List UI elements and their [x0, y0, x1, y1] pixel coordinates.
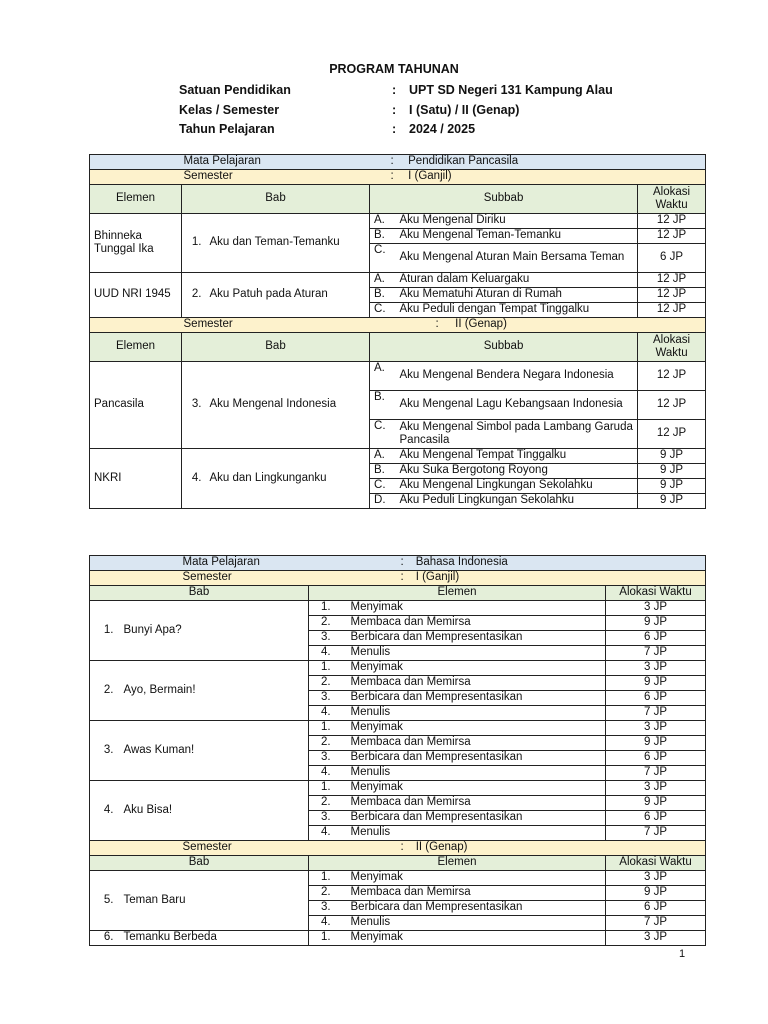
bab-number: 6. — [90, 931, 120, 946]
alokasi-cell: 3 JP — [606, 871, 706, 886]
meta-colon: : — [392, 102, 397, 117]
alokasi-cell: 9 JP — [606, 736, 706, 751]
elemen-text: Menulis — [347, 916, 606, 931]
alokasi-cell: 9 JP — [606, 676, 706, 691]
elemen-text: Berbicara dan Mempresentasikan — [347, 811, 606, 826]
semester-row — [90, 571, 706, 586]
subbab-text: Aku Mengenal Teman-Temanku — [396, 229, 638, 244]
band-label: Semester — [120, 571, 309, 586]
subbab-text: Aku Mengenal Lingkungan Sekolahku — [396, 479, 638, 494]
bahasa-indonesia-table — [89, 555, 706, 946]
elemen-number: 3. — [309, 751, 347, 766]
subbab-text: Aku Mematuhi Aturan di Rumah — [396, 288, 638, 303]
bab-title: Teman Baru — [120, 871, 309, 931]
bab-number: 5. — [90, 871, 120, 931]
alokasi-cell: 6 JP — [606, 631, 706, 646]
bab-title: Bunyi Apa? — [120, 601, 309, 661]
header-bab: Bab — [90, 856, 309, 871]
semester-label: Semester — [182, 170, 370, 185]
bahasa-indonesia-table-body — [90, 556, 706, 946]
header-bab: Bab — [182, 333, 370, 362]
meta-label: Satuan Pendidikan — [179, 83, 291, 97]
blank-cell — [90, 571, 120, 586]
subbab-letter: C. — [370, 420, 396, 449]
header-row — [90, 856, 706, 871]
bab-number: 3. — [90, 721, 120, 781]
alokasi-cell: 9 JP — [638, 494, 706, 509]
meta-value: I (Satu) / II (Genap) — [409, 102, 520, 117]
elemen-number: 3. — [309, 691, 347, 706]
table-row — [90, 931, 706, 946]
semester-colon: : — [435, 318, 439, 331]
alokasi-cell: 12 JP — [638, 303, 706, 318]
subbab-letter: A. — [370, 273, 396, 288]
pancasila-table — [89, 154, 706, 509]
elemen-number: 2. — [309, 886, 347, 901]
alokasi-cell: 3 JP — [606, 781, 706, 796]
bab-number: 2. — [182, 273, 206, 318]
header-elemen: Elemen — [309, 856, 606, 871]
table-row — [90, 273, 706, 288]
elemen-text: Berbicara dan Mempresentasikan — [347, 691, 606, 706]
header-elemen: Elemen — [90, 333, 182, 362]
elemen-text: Berbicara dan Mempresentasikan — [347, 901, 606, 916]
elemen-text: Menyimak — [347, 781, 606, 796]
elemen-number: 4. — [309, 706, 347, 721]
subject-label: Mata Pelajaran — [182, 155, 370, 170]
alokasi-cell: 12 JP — [638, 362, 706, 391]
bab-title: Ayo, Bermain! — [120, 661, 309, 721]
elemen-number: 1. — [309, 781, 347, 796]
alokasi-cell: 9 JP — [606, 616, 706, 631]
alokasi-cell: 6 JP — [606, 691, 706, 706]
table-row — [90, 214, 706, 229]
subbab-text: Aturan dalam Keluargaku — [396, 273, 638, 288]
table-row — [90, 362, 706, 391]
subbab-letter: A. — [370, 449, 396, 464]
subbab-letter: C. — [370, 303, 396, 318]
bab-title: Aku dan Lingkunganku — [206, 449, 370, 509]
elemen-text: Menyimak — [347, 601, 606, 616]
elemen-number: 2. — [309, 616, 347, 631]
table-row — [90, 601, 706, 616]
band-value: Bahasa Indonesia — [415, 556, 508, 569]
semester-colon: : — [390, 170, 394, 183]
alokasi-cell: 6 JP — [638, 244, 706, 273]
alokasi-cell: 9 JP — [606, 886, 706, 901]
semester-value: II (Genap) — [455, 318, 507, 331]
semester-row — [90, 841, 706, 856]
alokasi-cell: 12 JP — [638, 273, 706, 288]
semester-row — [90, 170, 706, 185]
elemen-text: Menulis — [347, 706, 606, 721]
semester-value-cell — [370, 170, 706, 185]
alokasi-cell: 9 JP — [638, 479, 706, 494]
bab-title: Awas Kuman! — [120, 721, 309, 781]
subbab-text: Aku Mengenal Aturan Main Bersama Teman — [396, 244, 638, 273]
document-meta — [179, 81, 613, 140]
subbab-letter: A. — [370, 214, 396, 229]
subbab-text: Aku Suka Bergotong Royong — [396, 464, 638, 479]
band-colon: : — [400, 841, 404, 854]
bab-number: 1. — [182, 214, 206, 273]
header-subbab: Subbab — [370, 333, 638, 362]
blank-cell — [90, 318, 182, 333]
subbab-letter: B. — [370, 464, 396, 479]
subject-row — [90, 155, 706, 170]
blank-cell — [90, 155, 182, 170]
band-label: Semester — [120, 841, 309, 856]
elemen-text: Menyimak — [347, 931, 606, 946]
subbab-letter: B. — [370, 229, 396, 244]
meta-colon: : — [392, 122, 397, 136]
elemen-text: Menulis — [347, 766, 606, 781]
subbab-letter: B. — [370, 391, 396, 420]
elemen-number: 4. — [309, 916, 347, 931]
subbab-letter: D. — [370, 494, 396, 509]
elemen-text: Membaca dan Memirsa — [347, 676, 606, 691]
elemen-number: 1. — [309, 931, 347, 946]
semester-row — [90, 318, 706, 333]
table-row — [90, 871, 706, 886]
alokasi-cell: 3 JP — [606, 601, 706, 616]
subbab-letter: C. — [370, 244, 396, 273]
alokasi-cell: 12 JP — [638, 229, 706, 244]
alokasi-cell: 3 JP — [606, 721, 706, 736]
elemen-text: Menulis — [347, 826, 606, 841]
alokasi-cell: 12 JP — [638, 288, 706, 303]
subbab-text: Aku Mengenal Diriku — [396, 214, 638, 229]
band-value: II (Genap) — [415, 841, 468, 854]
alokasi-cell: 7 JP — [606, 916, 706, 931]
subbab-text: Aku Mengenal Lagu Kebangsaan Indonesia — [396, 391, 638, 420]
bab-number: 1. — [90, 601, 120, 661]
band-value: I (Ganjil) — [415, 571, 460, 584]
subject-colon: : — [390, 155, 394, 168]
alokasi-cell: 12 JP — [638, 214, 706, 229]
subbab-text: Aku Peduli Lingkungan Sekolahku — [396, 494, 638, 509]
band-value-cell — [309, 571, 706, 586]
subject-value-cell — [370, 155, 706, 170]
elemen-cell: Pancasila — [90, 362, 182, 449]
alokasi-cell: 3 JP — [606, 661, 706, 676]
subbab-text: Aku Mengenal Bendera Negara Indonesia — [396, 362, 638, 391]
elemen-number: 1. — [309, 661, 347, 676]
semester-value-cell — [370, 318, 706, 333]
elemen-number: 4. — [309, 766, 347, 781]
elemen-number: 4. — [309, 646, 347, 661]
meta-value: UPT SD Negeri 131 Kampung Alau — [409, 83, 613, 97]
header-elemen: Elemen — [309, 586, 606, 601]
alokasi-cell: 6 JP — [606, 751, 706, 766]
bab-number: 3. — [182, 362, 206, 449]
bab-title: Temanku Berbeda — [120, 931, 309, 946]
band-value-cell — [309, 556, 706, 571]
header-elemen: Elemen — [90, 185, 182, 214]
elemen-number: 1. — [309, 601, 347, 616]
subbab-letter: A. — [370, 362, 396, 391]
alokasi-cell: 6 JP — [606, 901, 706, 916]
alokasi-cell: 7 JP — [606, 766, 706, 781]
header-alokasi: Alokasi Waktu — [638, 333, 706, 362]
semester-value: I (Ganjil) — [408, 170, 452, 183]
elemen-number: 2. — [309, 676, 347, 691]
subbab-letter: C. — [370, 479, 396, 494]
elemen-text: Menyimak — [347, 871, 606, 886]
header-bab: Bab — [182, 185, 370, 214]
elemen-number: 3. — [309, 631, 347, 646]
page-number: 1 — [679, 948, 686, 960]
meta-label: Tahun Pelajaran — [179, 122, 275, 136]
header-alokasi: Alokasi Waktu — [638, 185, 706, 214]
elemen-number: 2. — [309, 736, 347, 751]
elemen-text: Membaca dan Memirsa — [347, 796, 606, 811]
alokasi-cell: 9 JP — [606, 796, 706, 811]
semester-label: Semester — [182, 318, 370, 333]
meta-colon: : — [392, 83, 397, 97]
subbab-letter: B. — [370, 288, 396, 303]
bab-title: Aku Patuh pada Aturan — [206, 273, 370, 318]
header-subbab: Subbab — [370, 185, 638, 214]
document-title: PROGRAM TAHUNAN — [329, 62, 459, 76]
header-alokasi: Alokasi Waktu — [606, 856, 706, 871]
elemen-text: Membaca dan Memirsa — [347, 736, 606, 751]
table-row — [90, 661, 706, 676]
header-row — [90, 185, 706, 214]
alokasi-cell: 7 JP — [606, 646, 706, 661]
elemen-number: 2. — [309, 796, 347, 811]
blank-cell — [90, 170, 182, 185]
alokasi-cell: 3 JP — [606, 931, 706, 946]
elemen-cell: NKRI — [90, 449, 182, 509]
table-row — [90, 781, 706, 796]
bab-number: 4. — [90, 781, 120, 841]
elemen-text: Menyimak — [347, 721, 606, 736]
elemen-cell: Bhinneka Tunggal Ika — [90, 214, 182, 273]
band-colon: : — [400, 556, 404, 569]
header-bab: Bab — [90, 586, 309, 601]
elemen-number: 3. — [309, 901, 347, 916]
subbab-text: Aku Mengenal Simbol pada Lambang Garuda Pancasila — [396, 420, 638, 449]
header-alokasi: Alokasi Waktu — [606, 586, 706, 601]
elemen-cell: UUD NRI 1945 — [90, 273, 182, 318]
table-row — [90, 721, 706, 736]
meta-row-school — [179, 81, 613, 101]
elemen-text: Berbicara dan Mempresentasikan — [347, 751, 606, 766]
band-label: Mata Pelajaran — [120, 556, 309, 571]
alokasi-cell: 6 JP — [606, 811, 706, 826]
bab-title: Aku dan Teman-Temanku — [206, 214, 370, 273]
alokasi-cell: 9 JP — [638, 464, 706, 479]
subject-value: Pendidikan Pancasila — [408, 155, 519, 168]
header-row — [90, 586, 706, 601]
bab-title: Aku Bisa! — [120, 781, 309, 841]
table-row — [90, 449, 706, 464]
header-row — [90, 333, 706, 362]
meta-value: 2024 / 2025 — [409, 122, 476, 136]
meta-row-class — [179, 101, 613, 121]
elemen-number: 4. — [309, 826, 347, 841]
elemen-number: 3. — [309, 811, 347, 826]
meta-row-year — [179, 120, 613, 140]
elemen-number: 1. — [309, 721, 347, 736]
elemen-text: Membaca dan Memirsa — [347, 886, 606, 901]
meta-label: Kelas / Semester — [179, 102, 280, 117]
alokasi-cell: 7 JP — [606, 706, 706, 721]
elemen-text: Menulis — [347, 646, 606, 661]
alokasi-cell: 9 JP — [638, 449, 706, 464]
subbab-text: Aku Peduli dengan Tempat Tinggalku — [396, 303, 638, 318]
alokasi-cell: 12 JP — [638, 420, 706, 449]
band-colon: : — [400, 571, 404, 584]
band-value-cell — [309, 841, 706, 856]
subject-row — [90, 556, 706, 571]
bab-title: Aku Mengenal Indonesia — [206, 362, 370, 449]
alokasi-cell: 12 JP — [638, 391, 706, 420]
blank-cell — [90, 556, 120, 571]
elemen-text: Berbicara dan Mempresentasikan — [347, 631, 606, 646]
alokasi-cell: 7 JP — [606, 826, 706, 841]
bab-number: 2. — [90, 661, 120, 721]
elemen-text: Menyimak — [347, 661, 606, 676]
elemen-number: 1. — [309, 871, 347, 886]
blank-cell — [90, 841, 120, 856]
bab-number: 4. — [182, 449, 206, 509]
subbab-text: Aku Mengenal Tempat Tinggalku — [396, 449, 638, 464]
elemen-text: Membaca dan Memirsa — [347, 616, 606, 631]
